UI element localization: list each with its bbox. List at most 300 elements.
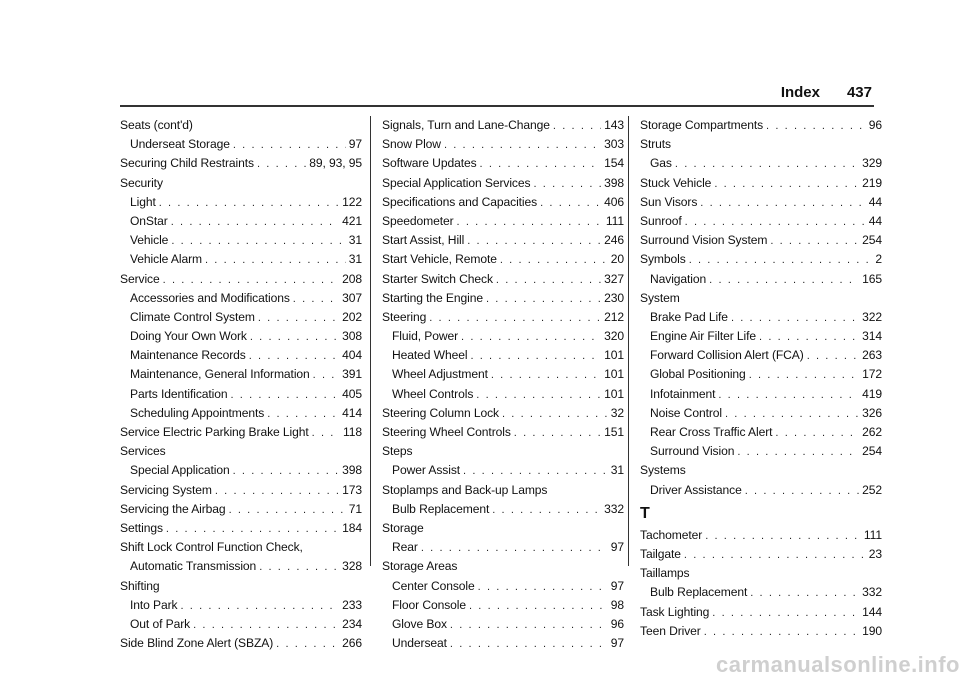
dot-leader [467, 232, 601, 251]
dot-leader [233, 462, 339, 481]
entry-term: Navigation [650, 271, 707, 286]
index-subentry [640, 404, 882, 423]
index-entry [382, 557, 624, 576]
entry-page-ref[interactable]: 322 [862, 309, 882, 324]
entry-term: Stuck Vehicle [640, 175, 712, 190]
entry-page-ref[interactable]: 202 [342, 309, 362, 324]
entry-term: Storage Compartments [640, 118, 764, 132]
dot-leader [450, 616, 608, 635]
dot-leader [502, 405, 608, 424]
entry-page-ref[interactable]: 405 [342, 386, 362, 401]
entry-page-ref[interactable]: 173 [342, 482, 362, 497]
entry-term: Scheduling Appointments [130, 405, 265, 420]
dot-leader [429, 309, 601, 328]
dot-leader [313, 366, 339, 385]
entry-term: Taillamps [640, 566, 690, 581]
entry-page-ref[interactable]: 328 [342, 559, 362, 574]
index-entry [382, 135, 624, 154]
entry-term: Steering Column Lock [382, 405, 499, 420]
dot-leader [249, 347, 339, 366]
entry-term: Teen Driver [640, 623, 701, 638]
entry-term: OnStar [130, 213, 168, 228]
index-subentry [120, 365, 362, 384]
index-entry [640, 461, 882, 480]
entry-term: Special Application [130, 463, 230, 478]
entry-page-ref[interactable]: 151 [604, 425, 624, 439]
dot-leader [480, 155, 602, 174]
dot-leader [193, 616, 339, 635]
index-subentry [640, 365, 882, 384]
entry-page-ref[interactable]: 421 [342, 213, 362, 228]
index-subentry [640, 423, 882, 442]
dot-leader [250, 328, 339, 347]
index-entry [382, 250, 624, 269]
entry-term: Speedometer [382, 213, 454, 228]
index-entry [640, 116, 882, 135]
index-letter-heading [640, 500, 882, 526]
index-column-2 [382, 116, 624, 653]
dot-leader [737, 443, 859, 462]
index-entry [382, 423, 624, 442]
entry-term: Fluid, Power [392, 329, 459, 344]
entry-term: Steering [382, 309, 427, 324]
dot-leader [231, 386, 340, 405]
entry-page-ref[interactable]: 406 [604, 194, 624, 209]
entry-page-ref[interactable]: 101 [604, 348, 624, 363]
entry-term: Side Blind Zone Alert (SBZA) [120, 636, 274, 651]
entry-page-ref[interactable]: 254 [862, 444, 882, 459]
index-subentry [382, 365, 624, 384]
entry-page-ref[interactable]: 101 [604, 367, 624, 382]
index-subentry [120, 250, 362, 269]
entry-term: System [640, 290, 680, 305]
entry-page-ref[interactable]: 190 [862, 623, 882, 638]
entry-term: Infotainment [650, 386, 716, 401]
dot-leader [163, 271, 339, 290]
entry-term: Forward Collision Alert (FCA) [650, 348, 804, 363]
dot-leader [492, 501, 601, 520]
index-entry [382, 154, 624, 173]
entry-page-ref[interactable]: 118 [343, 425, 362, 439]
entry-term: Climate Control System [130, 309, 255, 324]
entry-page-ref[interactable]: 97 [610, 636, 624, 651]
entry-term: Accessories and Modifications [130, 290, 290, 305]
index-entry [640, 622, 882, 641]
dot-leader [470, 347, 601, 366]
dot-leader [293, 290, 339, 309]
index-entry [382, 212, 624, 231]
index-subentry [120, 327, 362, 346]
entry-page-ref[interactable]: 23 [868, 546, 882, 561]
entry-page-ref[interactable]: 111 [863, 527, 882, 542]
index-entry [382, 174, 624, 193]
index-subentry [120, 289, 362, 308]
page-number: 437 [846, 84, 872, 101]
dot-leader [709, 271, 859, 290]
dot-leader [259, 558, 339, 577]
entry-page-ref[interactable]: 327 [604, 271, 624, 286]
entry-page-ref[interactable]: 308 [342, 329, 362, 344]
entry-page-ref[interactable]: 97 [348, 137, 362, 152]
entry-page-ref[interactable]: 96 [868, 118, 882, 132]
dot-leader [553, 117, 601, 136]
index-entry [640, 174, 882, 193]
entry-term: Bulb Replacement [392, 501, 490, 516]
index-entry [640, 231, 882, 250]
dot-leader [749, 366, 859, 385]
index-entry [120, 423, 362, 442]
entry-term: Wheel Controls [392, 386, 474, 401]
entry-term: Specifications and Capacities [382, 194, 538, 209]
dot-leader [725, 405, 859, 424]
dot-leader [461, 328, 601, 347]
entry-page-ref[interactable]: 398 [342, 463, 362, 478]
entry-term: Maintenance Records [130, 348, 246, 363]
entry-page-ref[interactable]: 143 [604, 118, 624, 132]
dot-leader [450, 635, 608, 654]
dot-leader [159, 194, 339, 213]
entry-page-ref[interactable]: 219 [862, 175, 882, 190]
dot-leader [770, 232, 859, 251]
entry-page-ref[interactable]: 212 [604, 309, 624, 324]
header-rule [120, 105, 874, 107]
entry-term: Noise Control [650, 405, 722, 420]
index-subentry [640, 270, 882, 289]
entry-term: Software Updates [382, 156, 477, 171]
entry-term: Symbols [640, 252, 686, 267]
index-entry [640, 250, 882, 269]
entry-page-ref[interactable]: 320 [604, 329, 624, 344]
entry-term: Storage [382, 520, 424, 535]
entry-page-ref[interactable]: 391 [342, 367, 362, 382]
entry-page-ref[interactable]: 2 [875, 252, 882, 267]
entry-term: Rear Cross Traffic Alert [650, 425, 773, 439]
dot-leader [491, 366, 601, 385]
index-entry [120, 519, 362, 538]
dot-leader [486, 290, 601, 309]
index-entry [382, 442, 624, 461]
entry-term: Tailgate [640, 546, 681, 561]
entry-page-ref[interactable]: 414 [342, 405, 362, 420]
entry-page-ref[interactable]: 263 [862, 348, 882, 363]
dot-leader [714, 175, 859, 194]
entry-term: Engine Air Filter Life [650, 329, 757, 344]
entry-page-ref[interactable]: 254 [862, 233, 882, 248]
entry-term: Maintenance, General Information [130, 367, 310, 382]
entry-page-ref[interactable]: 172 [862, 367, 882, 382]
dot-leader [685, 213, 866, 232]
index-entry [382, 481, 624, 500]
index-entry [120, 500, 362, 519]
entry-term: Out of Park [130, 616, 191, 631]
index-entry [120, 174, 362, 193]
index-entry [382, 270, 624, 289]
entry-term: Stoplamps and Back-up Lamps [382, 482, 548, 497]
entry-term: Brake Pad Life [650, 309, 728, 324]
entry-page-ref[interactable]: 266 [342, 636, 362, 651]
entry-page-ref[interactable]: 31 [610, 463, 624, 478]
entry-term: Center Console [392, 578, 475, 593]
entry-page-ref[interactable]: 89, 93, 95 [309, 156, 362, 171]
entry-term: Storage Areas [382, 559, 458, 574]
index-subentry [382, 327, 624, 346]
entry-term: Heated Wheel [392, 348, 468, 363]
entry-term: Security [120, 175, 163, 190]
entry-term: Steering Wheel Controls [382, 425, 511, 439]
dot-leader [421, 539, 608, 558]
index-entry [120, 116, 362, 135]
dot-leader [766, 117, 866, 136]
index-entry [120, 634, 362, 653]
index-entry [640, 526, 882, 545]
entry-page-ref[interactable]: 32 [610, 405, 624, 420]
entry-page-ref[interactable]: 262 [862, 425, 882, 439]
index-subentry [120, 404, 362, 423]
entry-page-ref[interactable]: 97 [610, 578, 624, 593]
entry-term: Service [120, 271, 160, 286]
index-subentry [382, 634, 624, 653]
index-subentry [382, 615, 624, 634]
dot-leader [267, 405, 339, 424]
dot-leader [257, 155, 306, 174]
dot-leader [704, 623, 859, 642]
index-subentry [120, 135, 362, 154]
entry-page-ref[interactable]: 246 [604, 233, 624, 248]
index-entry [640, 545, 882, 564]
dot-leader [684, 546, 866, 565]
entry-term: T [640, 504, 650, 522]
entry-term: Surround Vision System [640, 233, 768, 248]
index-subentry [120, 308, 362, 327]
index-entry [382, 404, 624, 423]
entry-page-ref[interactable]: 252 [862, 482, 882, 497]
index-entry [640, 212, 882, 231]
entry-term: Power Assist [392, 463, 461, 478]
index-entry [640, 193, 882, 212]
entry-page-ref[interactable]: 314 [862, 329, 882, 344]
index-entry [382, 308, 624, 327]
index-subentry [120, 615, 362, 634]
entry-page-ref[interactable]: 111 [605, 213, 624, 228]
index-entry [640, 289, 882, 308]
entry-page-ref[interactable]: 165 [862, 271, 882, 286]
dot-leader [171, 232, 345, 251]
entry-page-ref[interactable]: 303 [604, 137, 624, 152]
index-entry [382, 289, 624, 308]
entry-page-ref[interactable]: 44 [868, 194, 882, 209]
entry-term: Underseat [392, 636, 447, 651]
dot-leader [718, 386, 859, 405]
entry-term: Into Park [130, 597, 178, 612]
index-entry [382, 116, 624, 135]
entry-page-ref[interactable]: 184 [342, 520, 362, 535]
dot-leader [496, 271, 601, 290]
dot-leader [181, 597, 340, 616]
index-entry [640, 564, 882, 583]
entry-term: Global Positioning [650, 367, 746, 382]
entry-page-ref[interactable]: 31 [348, 252, 362, 267]
entry-term: Servicing the Airbag [120, 501, 226, 516]
index-subentry [382, 346, 624, 365]
index-subentry [120, 346, 362, 365]
dot-leader [457, 213, 603, 232]
index-entry [120, 270, 362, 289]
entry-term: Shift Lock Control Function Check, [120, 540, 303, 555]
entry-page-ref[interactable]: 419 [862, 386, 882, 401]
dot-leader [233, 136, 346, 155]
entry-page-ref[interactable]: 31 [348, 233, 362, 248]
dot-leader [540, 194, 601, 213]
index-subentry [640, 442, 882, 461]
entry-page-ref[interactable]: 101 [604, 386, 624, 401]
entry-page-ref[interactable]: 233 [342, 597, 362, 612]
entry-term: Task Lighting [640, 604, 710, 619]
entry-term: Automatic Transmission [130, 559, 257, 574]
entry-term: Floor Console [392, 597, 466, 612]
entry-term: Start Vehicle, Remote [382, 252, 497, 267]
index-entry [640, 603, 882, 622]
index-entry [120, 154, 362, 173]
entry-term: Bulb Replacement [650, 585, 748, 600]
site-watermark[interactable]: carmanualsonline.info [716, 652, 960, 677]
dot-leader [514, 424, 601, 443]
index-subentry [640, 481, 882, 500]
dot-leader [229, 501, 346, 520]
dot-leader [171, 213, 339, 232]
index-subentry [120, 231, 362, 250]
index-subentry [382, 577, 624, 596]
index-entry [382, 231, 624, 250]
entry-term: Parts Identification [130, 386, 228, 401]
entry-page-ref[interactable]: 96 [610, 616, 624, 631]
entry-term: Starting the Engine [382, 290, 483, 305]
dot-leader [700, 194, 865, 213]
page-header [610, 84, 872, 106]
entry-term: Gas [650, 156, 672, 171]
dot-leader [689, 251, 873, 270]
entry-term: Starter Switch Check [382, 271, 493, 286]
entry-page-ref[interactable]: 307 [342, 290, 362, 305]
entry-page-ref[interactable]: 398 [604, 175, 624, 190]
entry-term: Struts [640, 137, 671, 152]
index-entry [640, 135, 882, 154]
entry-page-ref[interactable]: 230 [604, 290, 624, 305]
column-divider [628, 116, 629, 566]
entry-page-ref[interactable]: 332 [862, 585, 882, 600]
dot-leader [215, 482, 339, 501]
entry-term: Glove Box [392, 616, 447, 631]
entry-term: Rear [392, 540, 418, 555]
index-subentry [640, 385, 882, 404]
dot-leader [469, 597, 608, 616]
entry-page-ref[interactable]: 20 [610, 252, 624, 267]
dot-leader [312, 424, 340, 443]
index-subentry [120, 193, 362, 212]
dot-leader [166, 520, 339, 539]
entry-term: Seats (cont'd) [120, 118, 193, 132]
entry-term: Systems [640, 463, 686, 478]
column-divider [370, 116, 371, 566]
entry-page-ref[interactable]: 332 [604, 501, 624, 516]
entry-term: Snow Plow [382, 137, 441, 152]
entry-page-ref[interactable]: 329 [862, 156, 882, 171]
dot-leader [745, 482, 859, 501]
entry-term: Settings [120, 520, 163, 535]
entry-term: Shifting [120, 578, 160, 593]
entry-page-ref[interactable]: 326 [862, 405, 882, 420]
index-entry [120, 538, 362, 557]
entry-page-ref[interactable]: 97 [610, 540, 624, 555]
entry-term: Services [120, 444, 166, 459]
entry-page-ref[interactable]: 234 [342, 616, 362, 631]
index-subentry [640, 327, 882, 346]
entry-term: Start Assist, Hill [382, 233, 465, 248]
entry-page-ref[interactable]: 71 [348, 501, 362, 516]
index-subentry [382, 461, 624, 480]
index-subentry [640, 154, 882, 173]
entry-page-ref[interactable]: 208 [342, 271, 362, 286]
index-subentry [382, 385, 624, 404]
index-subentry [120, 461, 362, 480]
index-entry [382, 193, 624, 212]
index-subentry [120, 385, 362, 404]
dot-leader [276, 635, 339, 654]
dot-leader [463, 462, 608, 481]
index-entry [120, 577, 362, 596]
entry-term: Vehicle Alarm [130, 252, 202, 267]
entry-page-ref[interactable]: 44 [868, 213, 882, 228]
dot-leader [476, 386, 601, 405]
index-column-1 [120, 116, 362, 653]
index-subentry [640, 346, 882, 365]
index-entry [382, 519, 624, 538]
index-title: Index [780, 84, 820, 101]
entry-term: Wheel Adjustment [392, 367, 488, 382]
entry-term: Sun Visors [640, 194, 698, 209]
entry-page-ref[interactable]: 154 [604, 156, 624, 171]
dot-leader [258, 309, 339, 328]
dot-leader [205, 251, 346, 270]
entry-page-ref[interactable]: 98 [610, 597, 624, 612]
index-column-3 [640, 116, 882, 641]
dot-leader [712, 604, 859, 623]
entry-term: Steps [382, 444, 413, 459]
entry-term: Vehicle [130, 233, 169, 248]
index-subentry [120, 212, 362, 231]
dot-leader [500, 251, 608, 270]
entry-term: Signals, Turn and Lane-Change [382, 118, 550, 132]
dot-leader [444, 136, 601, 155]
index-subentry [120, 557, 362, 576]
index-subentry [382, 538, 624, 557]
index-subentry [640, 583, 882, 602]
dot-leader [533, 175, 601, 194]
index-subentry [382, 596, 624, 615]
index-subentry [120, 596, 362, 615]
entry-term: Servicing System [120, 482, 212, 497]
index-subentry [382, 500, 624, 519]
dot-leader [675, 155, 859, 174]
dot-leader [478, 578, 608, 597]
entry-term: Sunroof [640, 213, 682, 228]
dot-leader [705, 527, 861, 546]
entry-term: Service Electric Parking Brake Light [120, 425, 309, 439]
entry-page-ref[interactable]: 122 [342, 194, 362, 209]
entry-term: Light [130, 194, 156, 209]
entry-page-ref[interactable]: 404 [342, 348, 362, 363]
entry-page-ref[interactable]: 144 [862, 604, 882, 619]
index-entry [120, 442, 362, 461]
